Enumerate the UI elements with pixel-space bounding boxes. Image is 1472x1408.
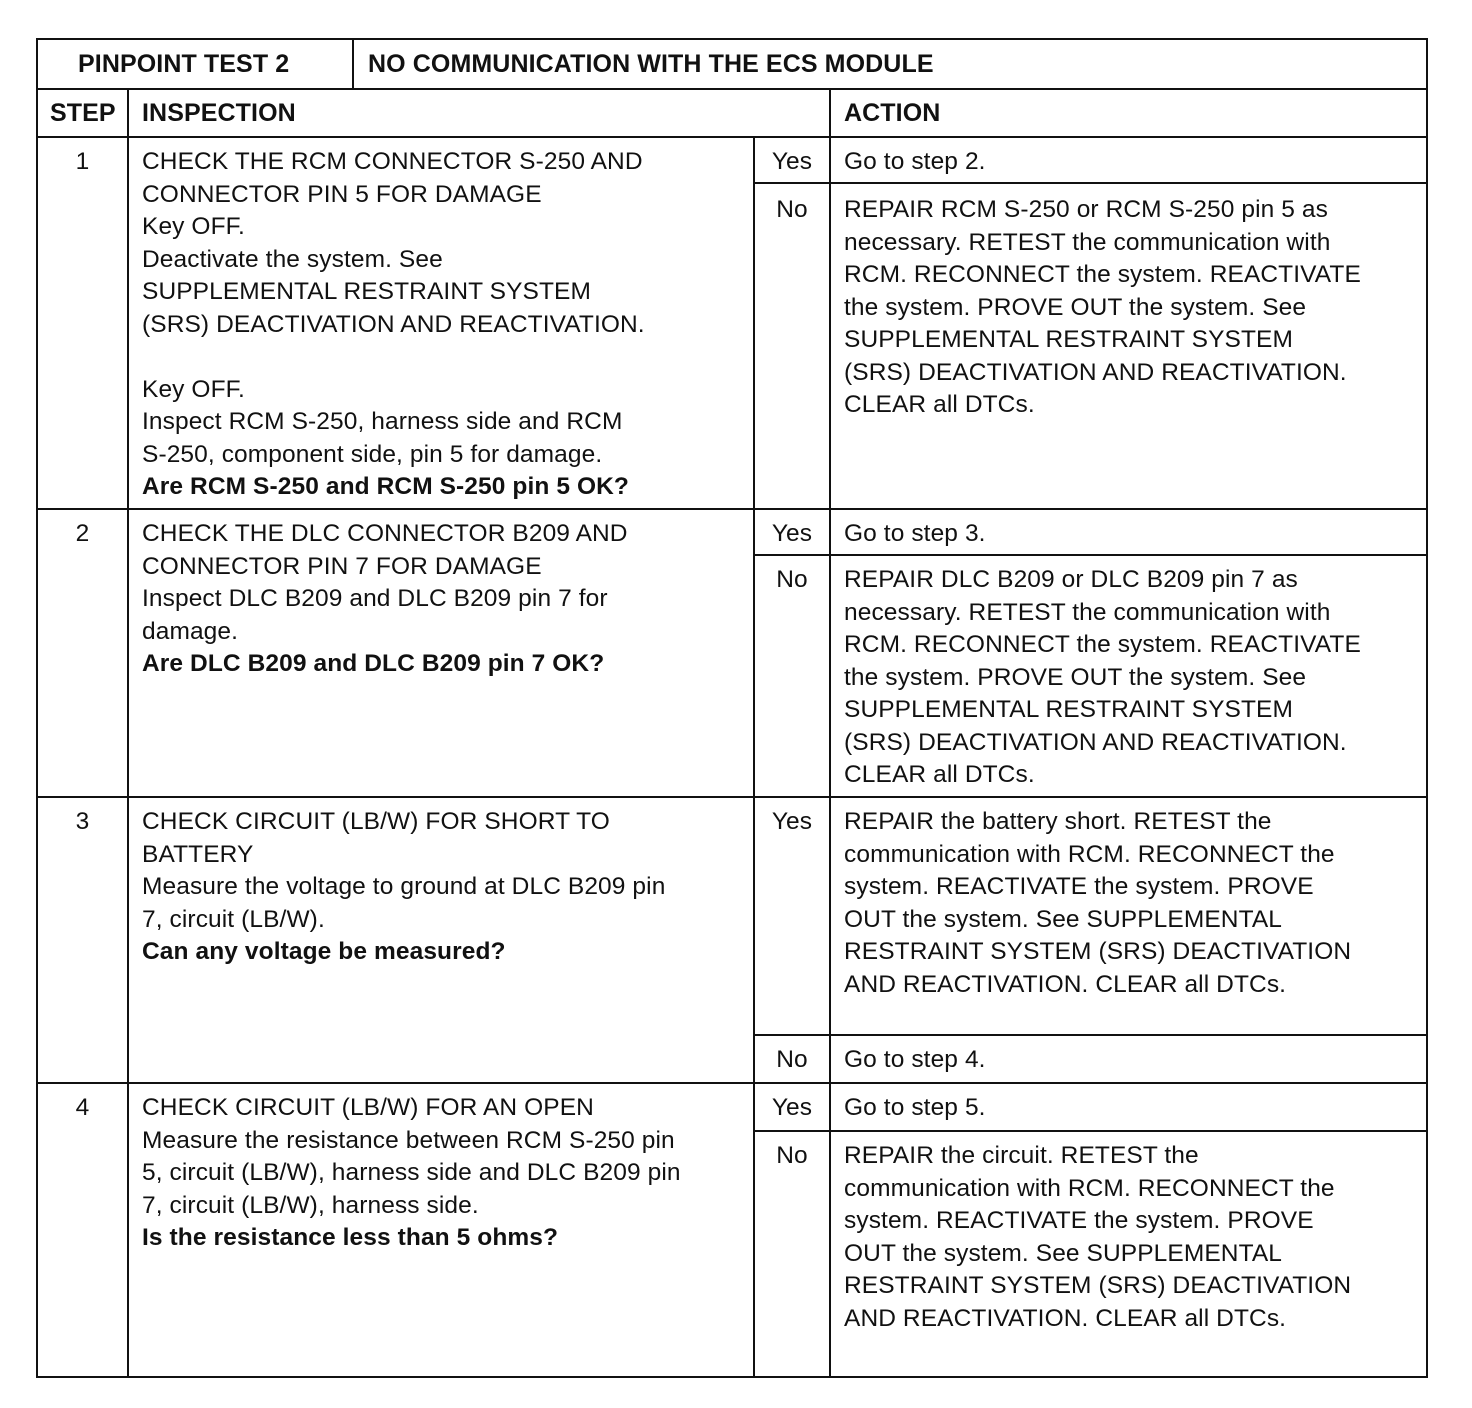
pinpoint-test-table <box>36 38 1428 1378</box>
yes-label: Yes <box>771 520 813 547</box>
inspection-question: Are RCM S-250 and RCM S-250 pin 5 OK? <box>142 473 629 500</box>
inspection-line: Key OFF. <box>142 213 245 240</box>
action-line: AND REACTIVATION. CLEAR all DTCs. <box>844 1304 1287 1332</box>
step-4-inspection-text <box>142 1092 681 1255</box>
inspection-line: Inspect DLC B209 and DLC B209 pin 7 for <box>142 585 608 612</box>
step-1-no-label-cell <box>753 182 831 510</box>
inspection-header: INSPECTION <box>142 99 296 127</box>
action-line: (SRS) DEACTIVATION AND REACTIVATION. <box>844 728 1347 756</box>
test-label: PINPOINT TEST 2 <box>78 50 290 78</box>
inspection-question: Is the resistance less than 5 ohms? <box>142 1224 559 1251</box>
step-3-no-action <box>844 1044 986 1077</box>
step-4-no-action <box>844 1140 1351 1335</box>
step-number: 1 <box>75 148 90 175</box>
inspection-line: CHECK THE RCM CONNECTOR S-250 AND <box>142 148 643 175</box>
inspection-line: CHECK CIRCUIT (LB/W) FOR SHORT TO <box>142 808 610 835</box>
action-line: OUT the system. See SUPPLEMENTAL <box>844 905 1282 933</box>
no-label: No <box>776 1142 808 1169</box>
inspection-line: CHECK THE DLC CONNECTOR B209 AND <box>142 520 628 547</box>
inspection-line: Key OFF. <box>142 375 245 403</box>
step-2-inspection-text <box>142 518 628 681</box>
action-line: Go to step 4. <box>844 1046 986 1073</box>
action-line: RESTRAINT SYSTEM (SRS) DEACTIVATION <box>844 938 1352 965</box>
action-line: necessary. RETEST the communication with <box>844 228 1331 256</box>
inspection-line: CONNECTOR PIN 7 FOR DAMAGE <box>142 552 542 580</box>
step-2-yes-action <box>844 518 986 551</box>
step-4-number-cell <box>36 1082 129 1378</box>
step-number: 3 <box>75 808 90 835</box>
action-line: necessary. RETEST the communication with <box>844 598 1331 626</box>
no-label: No <box>776 1046 808 1073</box>
yes-label: Yes <box>771 148 813 175</box>
step-1-no-action <box>844 194 1361 422</box>
action-line: Go to step 2. <box>844 148 986 175</box>
inspection-line <box>142 341 645 374</box>
action-line: (SRS) DEACTIVATION AND REACTIVATION. <box>844 358 1347 386</box>
no-label: No <box>776 566 808 593</box>
inspection-line: Deactivate the system. See <box>142 245 443 273</box>
step-3-inspection-text <box>142 806 665 969</box>
action-line: OUT the system. See SUPPLEMENTAL <box>844 1239 1282 1267</box>
action-line: REPAIR DLC B209 or DLC B209 pin 7 as <box>844 566 1298 593</box>
step-1-number-cell <box>36 136 129 510</box>
step-1-inspection-text <box>142 146 645 504</box>
action-line: REPAIR the circuit. RETEST the <box>844 1142 1199 1169</box>
action-line: Go to step 3. <box>844 520 986 547</box>
inspection-line: Inspect RCM S-250, harness side and RCM <box>142 408 623 435</box>
inspection-line: Measure the resistance between RCM S-250 pin <box>142 1126 675 1154</box>
inspection-line: CHECK CIRCUIT (LB/W) FOR AN OPEN <box>142 1094 594 1121</box>
action-line: the system. PROVE OUT the system. See <box>844 293 1307 321</box>
action-line: RESTRAINT SYSTEM (SRS) DEACTIVATION <box>844 1272 1352 1299</box>
action-line: REPAIR RCM S-250 or RCM S-250 pin 5 as <box>844 196 1328 223</box>
inspection-line: damage. <box>142 617 239 645</box>
inspection-line: 5, circuit (LB/W), harness side and DLC B209 pin <box>142 1159 681 1186</box>
inspection-line: CONNECTOR PIN 5 FOR DAMAGE <box>142 180 542 208</box>
inspection-line: 7, circuit (LB/W). <box>142 905 325 933</box>
action-line: communication with RCM. RECONNECT the <box>844 1174 1335 1202</box>
inspection-line: S-250, component side, pin 5 for damage. <box>142 440 603 468</box>
action-line: SUPPLEMENTAL RESTRAINT SYSTEM <box>844 326 1293 353</box>
inspection-line: (SRS) DEACTIVATION AND REACTIVATION. <box>142 310 645 338</box>
step-4-yes-action <box>844 1092 986 1125</box>
inspection-line: Measure the voltage to ground at DLC B209 pin <box>142 873 666 900</box>
inspection-line: 7, circuit (LB/W), harness side. <box>142 1191 479 1219</box>
action-line: SUPPLEMENTAL RESTRAINT SYSTEM <box>844 696 1293 723</box>
action-line: RCM. RECONNECT the system. REACTIVATE <box>844 631 1361 658</box>
yes-label: Yes <box>771 1094 813 1121</box>
action-header: ACTION <box>844 99 941 127</box>
action-line: system. REACTIVATE the system. PROVE <box>844 1207 1314 1234</box>
yes-label: Yes <box>771 808 813 835</box>
action-line: CLEAR all DTCs. <box>844 761 1035 788</box>
step-3-number-cell <box>36 796 129 1084</box>
action-line: Go to step 5. <box>844 1094 986 1121</box>
action-line: communication with RCM. RECONNECT the <box>844 840 1335 868</box>
test-name: NO COMMUNICATION WITH THE ECS MODULE <box>368 50 934 78</box>
inspection-line: SUPPLEMENTAL RESTRAINT SYSTEM <box>142 278 591 305</box>
inspection-question: Can any voltage be measured? <box>142 938 506 965</box>
action-line: REPAIR the battery short. RETEST the <box>844 808 1272 835</box>
action-line: AND REACTIVATION. CLEAR all DTCs. <box>844 970 1287 998</box>
action-line: CLEAR all DTCs. <box>844 391 1035 418</box>
step-number: 4 <box>75 1094 90 1121</box>
action-line: system. REACTIVATE the system. PROVE <box>844 873 1314 900</box>
inspection-line: BATTERY <box>142 840 254 868</box>
step-1-yes-action <box>844 146 986 179</box>
step-number: 2 <box>75 520 90 547</box>
no-label: No <box>776 196 808 223</box>
step-2-no-action <box>844 564 1361 792</box>
step-header: STEP <box>50 99 116 127</box>
action-line: RCM. RECONNECT the system. REACTIVATE <box>844 261 1361 288</box>
action-line: the system. PROVE OUT the system. See <box>844 663 1307 691</box>
step-3-yes-action <box>844 806 1351 1001</box>
inspection-question: Are DLC B209 and DLC B209 pin 7 OK? <box>142 650 605 677</box>
step-2-number-cell <box>36 508 129 798</box>
